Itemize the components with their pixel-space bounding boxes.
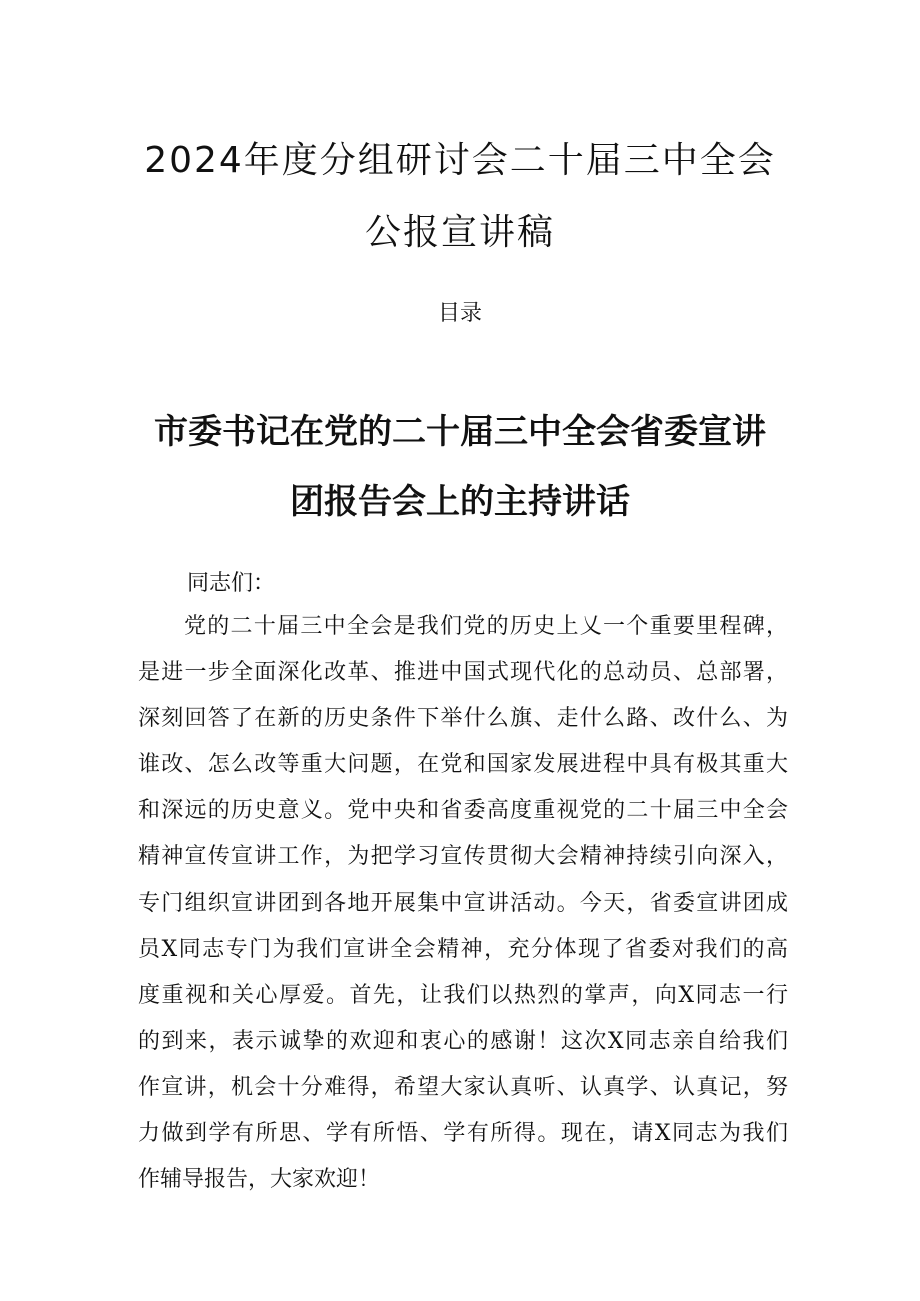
body-line: 作宣讲，机会十分难得，希望大家认真听、认真学、认真记，努 — [138, 1074, 788, 1100]
section-title-line-1: 市委书记在党的二十届三中全会省委宣讲 — [154, 412, 766, 452]
document-title-line-2: 公报宣讲稿 — [364, 212, 555, 253]
salutation: 同志们： — [187, 571, 276, 596]
body-line: 深刻回答了在新的历史条件下举什么旗、走什么路、改什么、为 — [138, 706, 788, 732]
body-line: 度重视和关心厚爱。首先，让我们以热烈的掌声，向X同志一行 — [138, 982, 788, 1008]
body-line: 和深远的历史意义。党中央和省委高度重视党的二十届三中全会 — [138, 798, 788, 824]
body-line: 员X同志专门为我们宣讲全会精神，充分体现了省委对我们的高 — [138, 936, 788, 962]
document-title-line-1: 2024年度分组研讨会二十届三中全会 — [144, 140, 776, 181]
body-line: 作辅导报告，大家欢迎！ — [138, 1167, 381, 1193]
body-line: 谁改、怎么改等重大问题，在党和国家发展进程中具有极其重大 — [138, 752, 788, 778]
table-of-contents-label: 目录 — [437, 301, 482, 326]
body-line: 力做到学有所思、学有所悟、学有所得。现在，请X同志为我们 — [138, 1121, 788, 1147]
section-title-line-2: 团报告会上的主持讲话 — [290, 482, 630, 522]
body-line: 精神宣传宣讲工作，为把学习宣传贯彻大会精神持续引向深入， — [138, 844, 788, 870]
body-line: 是进一步全面深化改革、推进中国式现代化的总动员、总部署， — [138, 660, 788, 686]
body-line: 专门组织宣讲团到各地开展集中宣讲活动。今天，省委宣讲团成 — [138, 890, 788, 916]
body-line: 的到来，表示诚挚的欢迎和衷心的感谢！这次X同志亲自给我们 — [138, 1028, 788, 1054]
body-paragraph — [138, 604, 788, 1203]
body-line: 党的二十届三中全会是我们党的历史上乂一个重要里程碑， — [184, 614, 788, 639]
